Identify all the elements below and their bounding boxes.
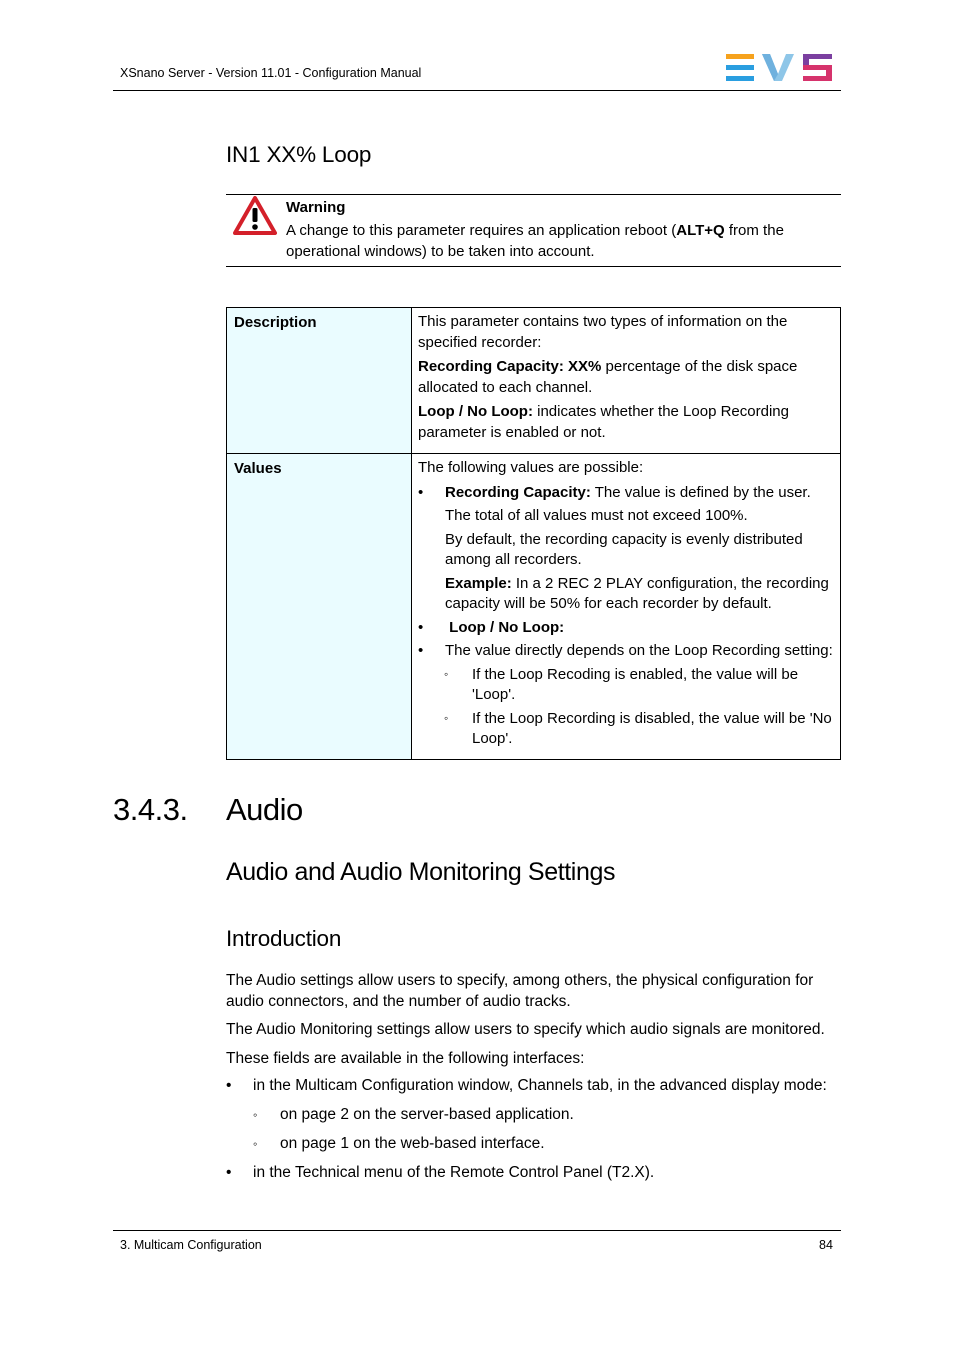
description-loop: Loop / No Loop: indicates whether the Loop Recording parameter is enabled or not. <box>418 403 789 441</box>
interface-item-multicam: in the Multicam Configuration window, Channels tab, in the advanced display mode: <box>253 1077 827 1094</box>
table-row-description <box>227 308 841 454</box>
subsection-title: Audio and Audio Monitoring Settings <box>226 858 616 886</box>
chapter-title: Audio <box>226 792 303 827</box>
footer-chapter: 3. Multicam Configuration <box>120 1238 262 1252</box>
description-capacity: Recording Capacity: XX% percentage of the disk space allocated to each channel. <box>418 358 798 396</box>
circle-bullet-icon: ◦ <box>253 1137 258 1151</box>
header-rule <box>113 90 841 91</box>
description-value <box>412 308 841 454</box>
table-row-values <box>227 454 841 760</box>
interface-item-remote-panel: in the Technical menu of the Remote Control Panel (T2.X). <box>253 1164 655 1181</box>
paragraph-interfaces-intro: These fields are available in the following interfaces: <box>226 1050 585 1067</box>
values-total-note: The total of all values must not exceed 100%. <box>445 507 748 524</box>
warning-text: A change to this parameter requires an application reboot (ALT+Q from the operational windows) to be taken into account. <box>286 222 784 260</box>
bullet-icon: • <box>418 642 424 659</box>
values-example: Example: In a 2 REC 2 PLAY configuration, the recording capacity will be 50% for each recorder by default. <box>445 574 829 612</box>
list-item: • The value directly depends on the Loop Recording setting: <box>418 641 834 662</box>
sub-list-item: ◦ If the Loop Recoding is enabled, the value will be 'Loop'. <box>444 665 799 703</box>
document-header-title: XSnano Server - Version 11.01 - Configuration Manual <box>120 66 422 80</box>
interface-subitem-web: on page 1 on the web-based interface. <box>280 1135 545 1152</box>
description-label: Description <box>227 308 412 454</box>
paragraph-audio-monitoring: The Audio Monitoring settings allow users to specify which audio signals are monitored. <box>226 1021 825 1038</box>
chapter-number: 3.4.3. <box>113 792 188 827</box>
values-label: Values <box>227 454 412 760</box>
warning-title: Warning <box>286 199 346 216</box>
section-title: IN1 XX% Loop <box>226 142 372 167</box>
list-item: • Loop / No Loop: <box>418 618 834 639</box>
bullet-icon: • <box>226 1164 232 1181</box>
circle-bullet-icon: ◦ <box>253 1108 258 1122</box>
paragraph-audio-settings: The Audio settings allow users to specify, among others, the physical configuration for audio connectors, and the number of audio tracks. <box>226 972 814 1010</box>
warning-top-rule <box>226 194 841 195</box>
bullet-icon: • <box>418 618 424 636</box>
evs-logo <box>726 54 834 82</box>
warning-triangle-icon <box>233 196 277 236</box>
circle-bullet-icon: ◦ <box>444 666 449 681</box>
bullet-icon: • <box>226 1077 232 1094</box>
values-default-note: By default, the recording capacity is evenly distributed among all recorders. <box>445 530 803 568</box>
values-value <box>412 454 841 760</box>
bullet-icon: • <box>418 483 424 501</box>
sub-list-item: ◦ If the Loop Recording is disabled, the value will be 'No Loop'. <box>444 709 832 747</box>
page-number: 84 <box>819 1238 833 1252</box>
description-intro: This parameter contains two types of information on the specified recorder: <box>418 313 788 351</box>
introduction-heading: Introduction <box>226 926 342 951</box>
list-item: • Recording Capacity: The value is defined by the user. <box>418 483 834 504</box>
parameter-table <box>226 307 841 760</box>
circle-bullet-icon: ◦ <box>444 710 449 725</box>
warning-bottom-rule <box>226 266 841 267</box>
values-intro: The following values are possible: <box>418 459 644 476</box>
interface-subitem-server: on page 2 on the server-based application. <box>280 1106 574 1123</box>
footer-rule <box>113 1230 841 1231</box>
